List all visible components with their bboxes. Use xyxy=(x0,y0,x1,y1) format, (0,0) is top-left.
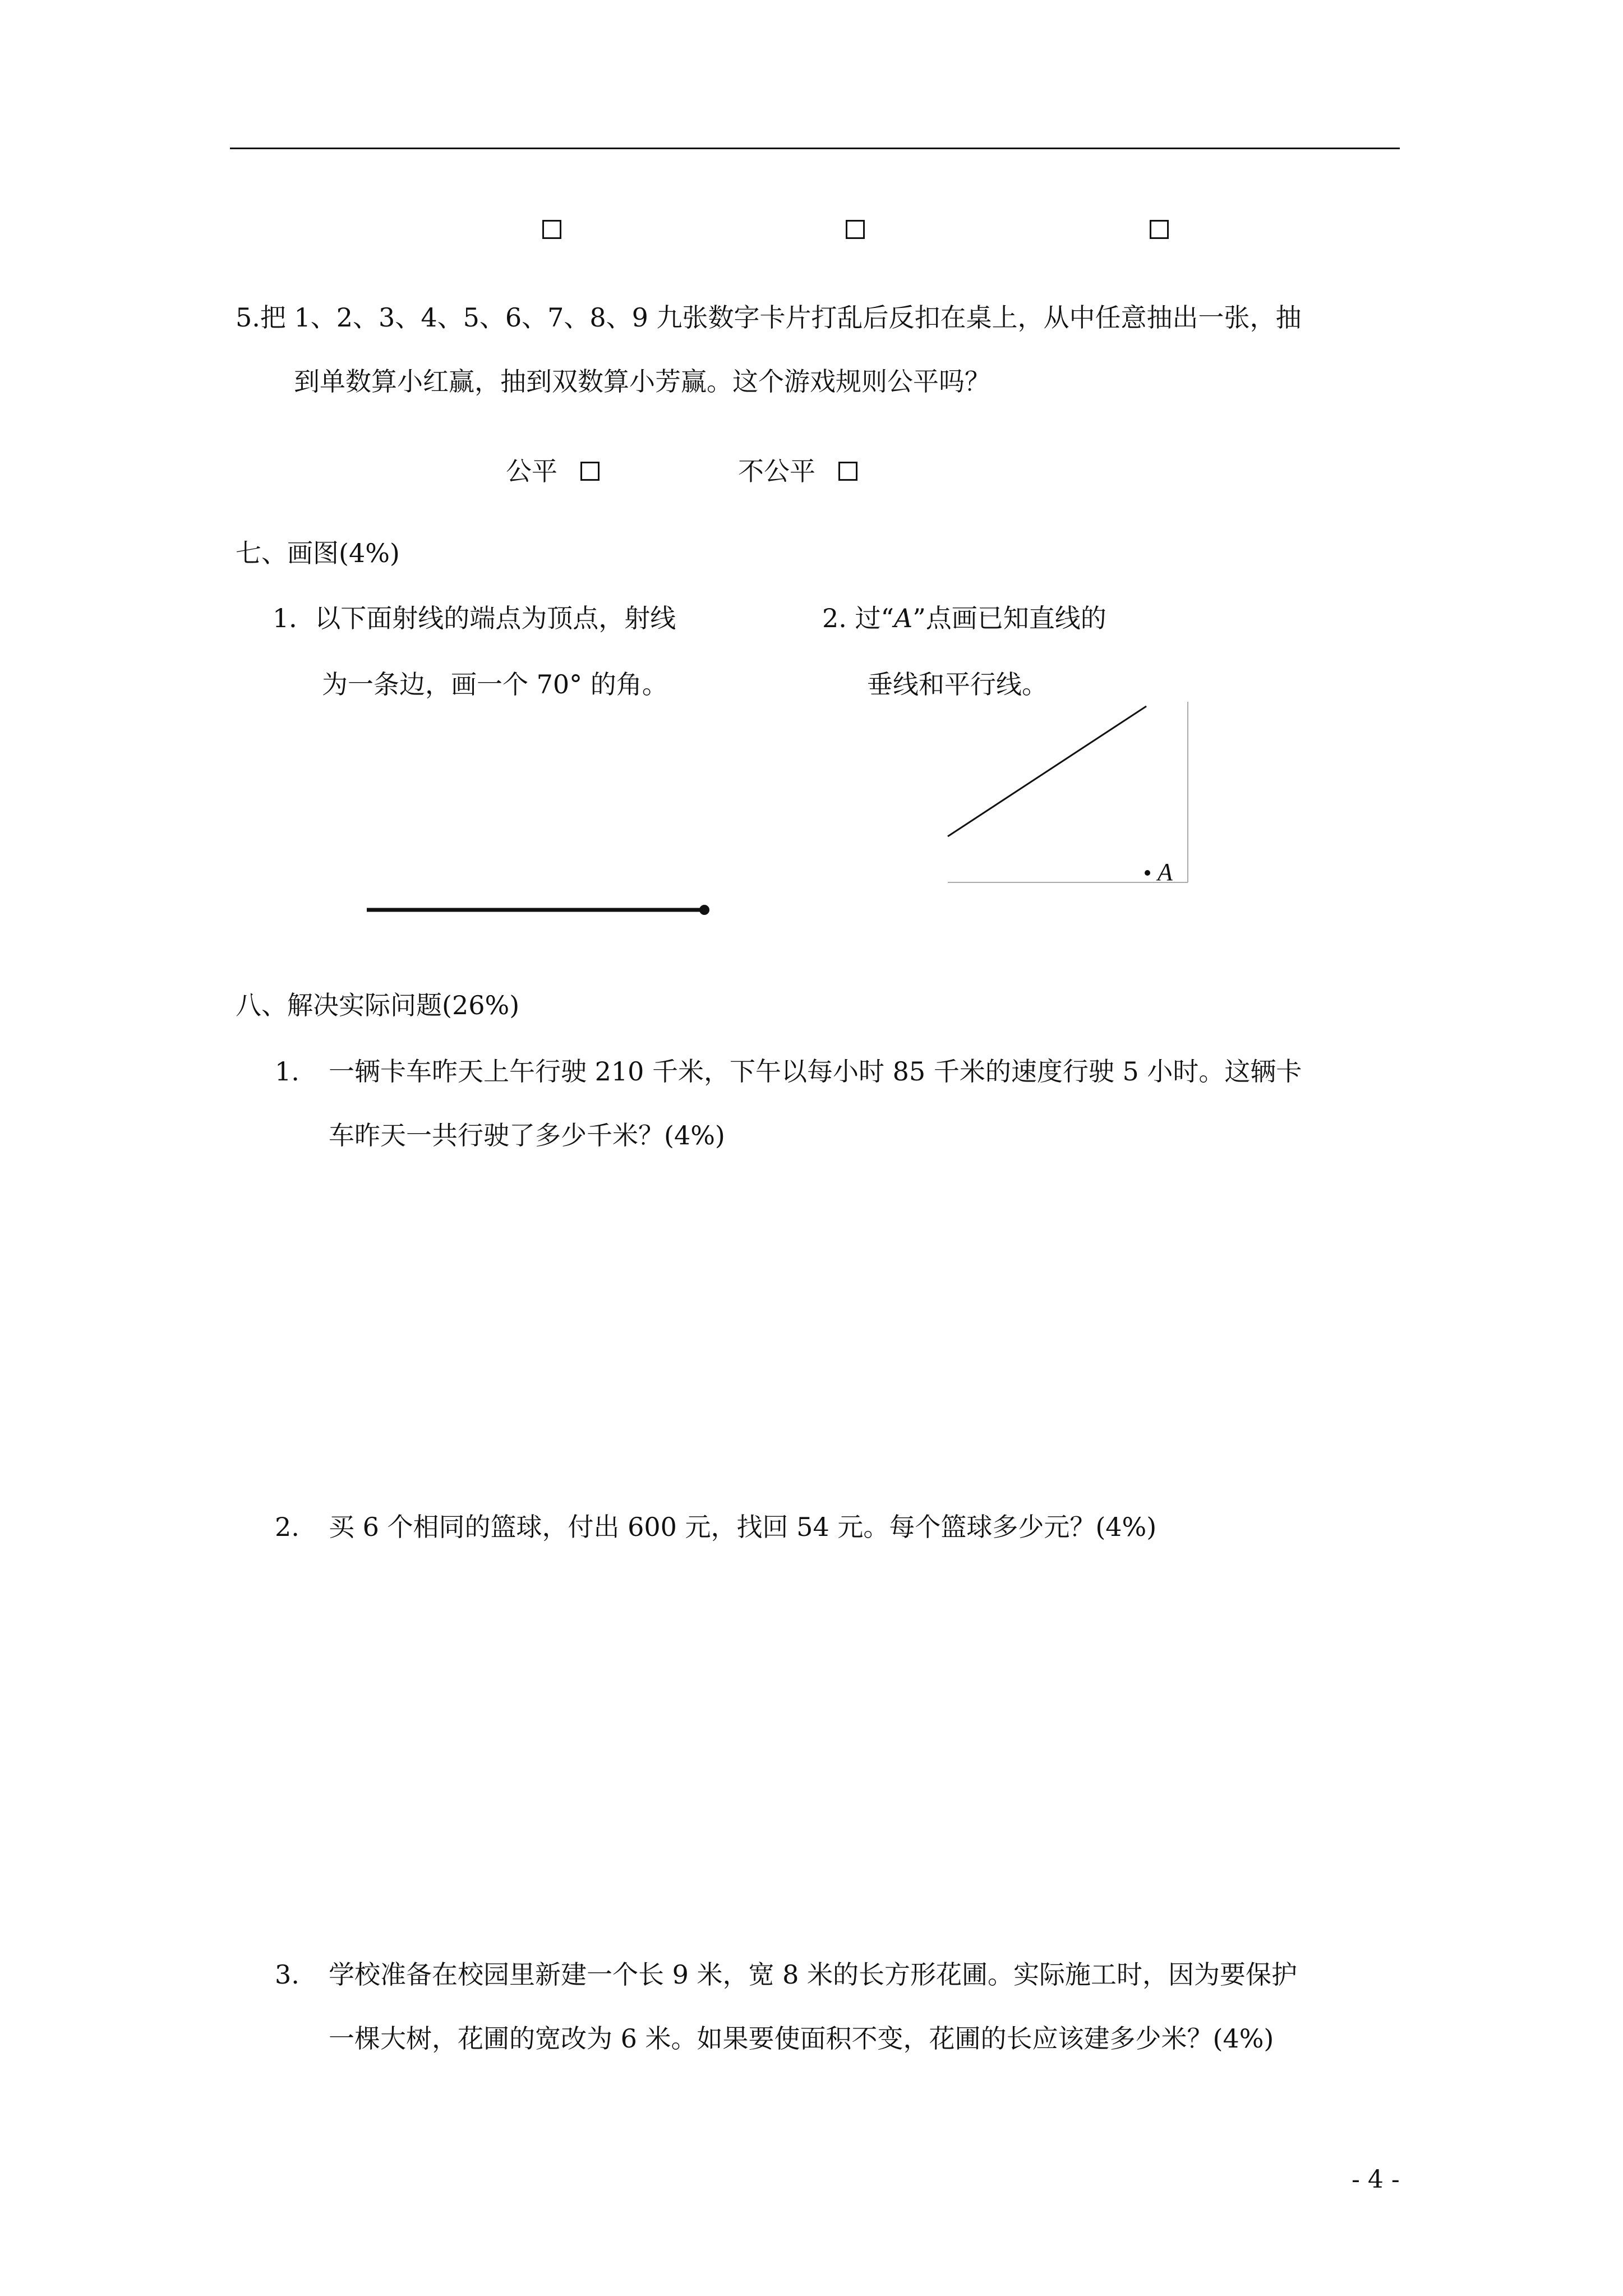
header-rule xyxy=(230,148,1400,149)
section8-title: 八、解决实际问题(26%) xyxy=(236,990,520,1020)
ray-figure xyxy=(365,898,712,920)
q5-option-fair[interactable] xyxy=(506,452,600,488)
s7-item1-line1 xyxy=(273,601,676,635)
s8-problem1-line2: 车昨天一共行驶了多少千米？(4%) xyxy=(329,1120,725,1151)
point-a-label: A xyxy=(1158,858,1173,886)
q5-option-fair-checkbox[interactable] xyxy=(580,462,600,481)
ray-endpoint xyxy=(699,905,709,915)
s8-problem1-number: 1. xyxy=(275,1056,299,1087)
answer-checkbox-2[interactable] xyxy=(846,220,865,239)
s8-problem2-line1: 买 6 个相同的篮球，付出 600 元，找回 54 元。每个篮球多少元？(4%) xyxy=(329,1512,1157,1542)
answer-checkbox-3[interactable] xyxy=(1150,220,1169,239)
s8-problem3-number: 3. xyxy=(275,1959,299,1990)
s7-item2-line1 xyxy=(822,601,1106,635)
s7-item2-text-post: ”点画已知直线的 xyxy=(912,603,1106,633)
q5-option-unfair-label: 不公平 xyxy=(738,456,815,486)
s7-item2-text-pre: 过“ xyxy=(855,603,895,633)
given-line xyxy=(948,706,1146,836)
q5-option-unfair[interactable] xyxy=(738,452,857,488)
s7-item2-point-label: A xyxy=(894,603,913,633)
s7-item2-line2: 垂线和平行线。 xyxy=(867,669,1048,700)
s7-item1-line2: 为一条边，画一个 70° 的角。 xyxy=(322,669,668,700)
q5-option-unfair-checkbox[interactable] xyxy=(838,462,857,481)
s7-item1-text1: 以下面射线的端点为顶点，射线 xyxy=(315,603,676,633)
s7-item2-number: 2. xyxy=(822,603,847,633)
line-point-figure xyxy=(942,698,1200,889)
s8-problem1-line1: 一辆卡车昨天上午行驶 210 千米，下午以每小时 85 千米的速度行驶 5 小时。这辆卡 xyxy=(329,1056,1302,1087)
section7-title: 七、画图(4%) xyxy=(236,538,400,568)
q5-line1 xyxy=(236,301,1302,334)
s8-problem3-line1: 学校准备在校园里新建一个长 9 米，宽 8 米的长方形花圃。实际施工时，因为要保护 xyxy=(329,1959,1298,1990)
point-a-dot xyxy=(1145,870,1150,876)
q5-option-fair-label: 公平 xyxy=(506,456,557,486)
s8-problem2-number: 2. xyxy=(275,1512,299,1542)
s7-item1-number: 1． xyxy=(273,603,315,633)
q5-text-line1: 把 1、2、3、4、5、6、7、8、9 九张数字卡片打乱后反扣在桌上，从中任意抽出一张，抽 xyxy=(260,302,1302,333)
q5-number: 5. xyxy=(236,302,260,333)
s8-problem3-line2: 一棵大树，花圃的宽改为 6 米。如果要使面积不变，花圃的长应该建多少米？(4%) xyxy=(329,2023,1274,2054)
q5-line2: 到单数算小红赢，抽到双数算小芳赢。这个游戏规则公平吗？ xyxy=(294,366,990,397)
page-number: - 4 - xyxy=(1352,2165,1400,2194)
answer-checkbox-1[interactable] xyxy=(542,220,561,239)
